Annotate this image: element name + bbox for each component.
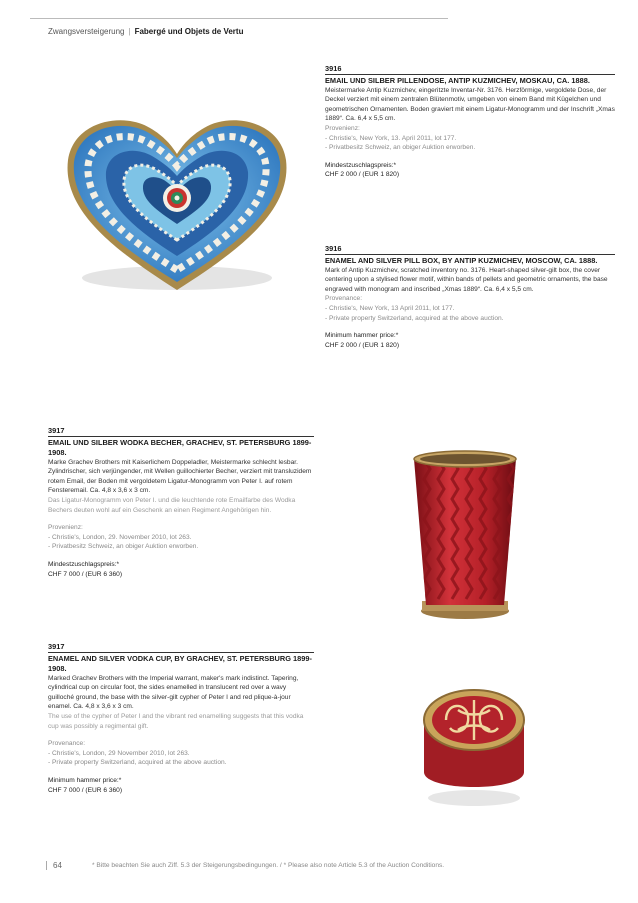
lot-3916-en [325,244,615,350]
lot-title: ENAMEL AND SILVER PILL BOX, BY ANTIP KUZMICHEV, MOSCOW, CA. 1888. [325,254,615,266]
lot-title: EMAIL UND SILBER WODKA BECHER, GRACHEV, ST. PETERSBURG 1899-1908. [48,436,314,458]
lot-number: 3916 [325,244,342,253]
price-label: Mindestzuschlagspreis:* [325,161,397,169]
lot-number: 3917 [48,642,65,651]
header-section: Fabergé und Objets de Vertu [134,27,244,36]
lot-number: 3917 [48,426,65,435]
provenance-line: - Christie's, London, 29. November 2010, lot 263. [48,533,192,541]
price-label: Mindestzuschlagspreis:* [48,560,120,568]
lot-3917-en [48,642,314,795]
provenance-label: Provenance: [325,295,363,303]
lot-3916-de [325,64,615,180]
vodka-cup-image [400,445,530,625]
page-number: 64 [46,861,62,870]
provenance-line: - Christie's, New York, 13 April 2011, lot 177. [325,304,455,312]
lot-note: The use of the cypher of Peter I and the vibrant red enamelling suggests that this vodka cup was possibly a regimental gift. [48,712,304,730]
lot-title: EMAIL UND SILBER PILLENDOSE, ANTIP KUZMICHEV, MOSKAU, CA. 1888. [325,74,615,86]
lot-description: Marke Grachev Brothers mit Kaiserlichem Doppeladler, Meistermarke schlecht lesbar. Zylindrischer, sich verjüngender, mit Wellen guillochierter Becher, verziert mit transluzidem rotem Email, der Boden mit vergoldetem Ligatur-Monogramm von Peter I. auf rotem Fensteremail. Ca. 4,8 x 3,6 x 3 cm. [48,458,312,495]
header-left: Zwangsversteigerung [48,27,125,36]
header-separator: | [128,27,131,36]
provenance-label: Provenienz: [48,524,83,532]
pill-box-image [54,100,300,300]
provenance-line: - Private property Switzerland, acquired at the above auction. [48,759,227,767]
provenance-line: - Christie's, London, 29 November 2010, lot 263. [48,749,190,757]
provenance-line: - Privatbesitz Schweiz, an obiger Auktion erworben. [325,144,476,152]
cup-base-image [416,680,532,810]
running-header [48,27,243,36]
header-rule [30,18,448,19]
price: CHF 7 000 / (EUR 6 360) [48,570,123,578]
provenance-line: - Privatbesitz Schweiz, an obiger Auktion erworben. [48,543,199,551]
price-label: Minimum hammer price:* [48,776,122,784]
provenance-line: - Christie's, New York, 13. April 2011, lot 177. [325,134,457,142]
price: CHF 7 000 / (EUR 6 360) [48,786,123,794]
price: CHF 2 000 / (EUR 1 820) [325,341,400,349]
lot-title: ENAMEL AND SILVER VODKA CUP, BY GRACHEV, ST. PETERSBURG 1899-1908. [48,652,314,674]
price-label: Minimum hammer price:* [325,332,399,340]
lot-description: Mark of Antip Kuzmichev, scratched inventory no. 3176. Heart-shaped silver-gilt box, the cover centering upon a stylised flower motif, within bands of pellets and geometric ornaments, the base engraved with monogram and inscribed „Xmas 1889“. Ca. 6,4 x 5,5 cm. [325,266,608,293]
provenance-label: Provenance: [48,740,86,748]
lot-note: Das Ligatur-Monogramm von Peter I. und die leuchtende rote Emailfarbe des Wodka Bechers deuten wohl auf ein Geschenk an einen Regiment Angehörigen hin. [48,496,296,514]
lot-number: 3916 [325,64,342,73]
lot-description: Marked Grachev Brothers with the Imperial warrant, maker's mark indistinct. Tapering, cylindrical cup on circular foot, the sides enamelled in translucent red over a wavy guilloché ground, the base with the silver-gilt cypher of Peter I and red plique-à-jour enamel. Ca. 4,8 x 3,6 x 3 cm. [48,674,299,711]
provenance-label: Provenienz: [325,124,360,132]
lot-3917-de [48,426,314,579]
lot-description: Meistermarke Antip Kuzmichev, eingeritzte Inventar-Nr. 3176. Herzförmige, vergoldete Dose, der Deckel verziert mit einem zentralen Blütenmotiv, umgeben von einem Band mit Kügelchen und geometrischen Ornamenten. Boden graviert mit einem Ligatur-Monogramm und der Inschrift „Xmas 1889“. Ca. 6,4 x 5,5 cm. [325,86,615,123]
price: CHF 2 000 / (EUR 1 820) [325,171,400,179]
provenance-line: - Private property Switzerland, acquired at the above auction. [325,314,504,322]
footer-note: * Bitte beachten Sie auch Ziff. 5.3 der Steigerungsbedingungen. / * Please also note Article 5.3 of the Auction Conditions. [92,862,445,869]
